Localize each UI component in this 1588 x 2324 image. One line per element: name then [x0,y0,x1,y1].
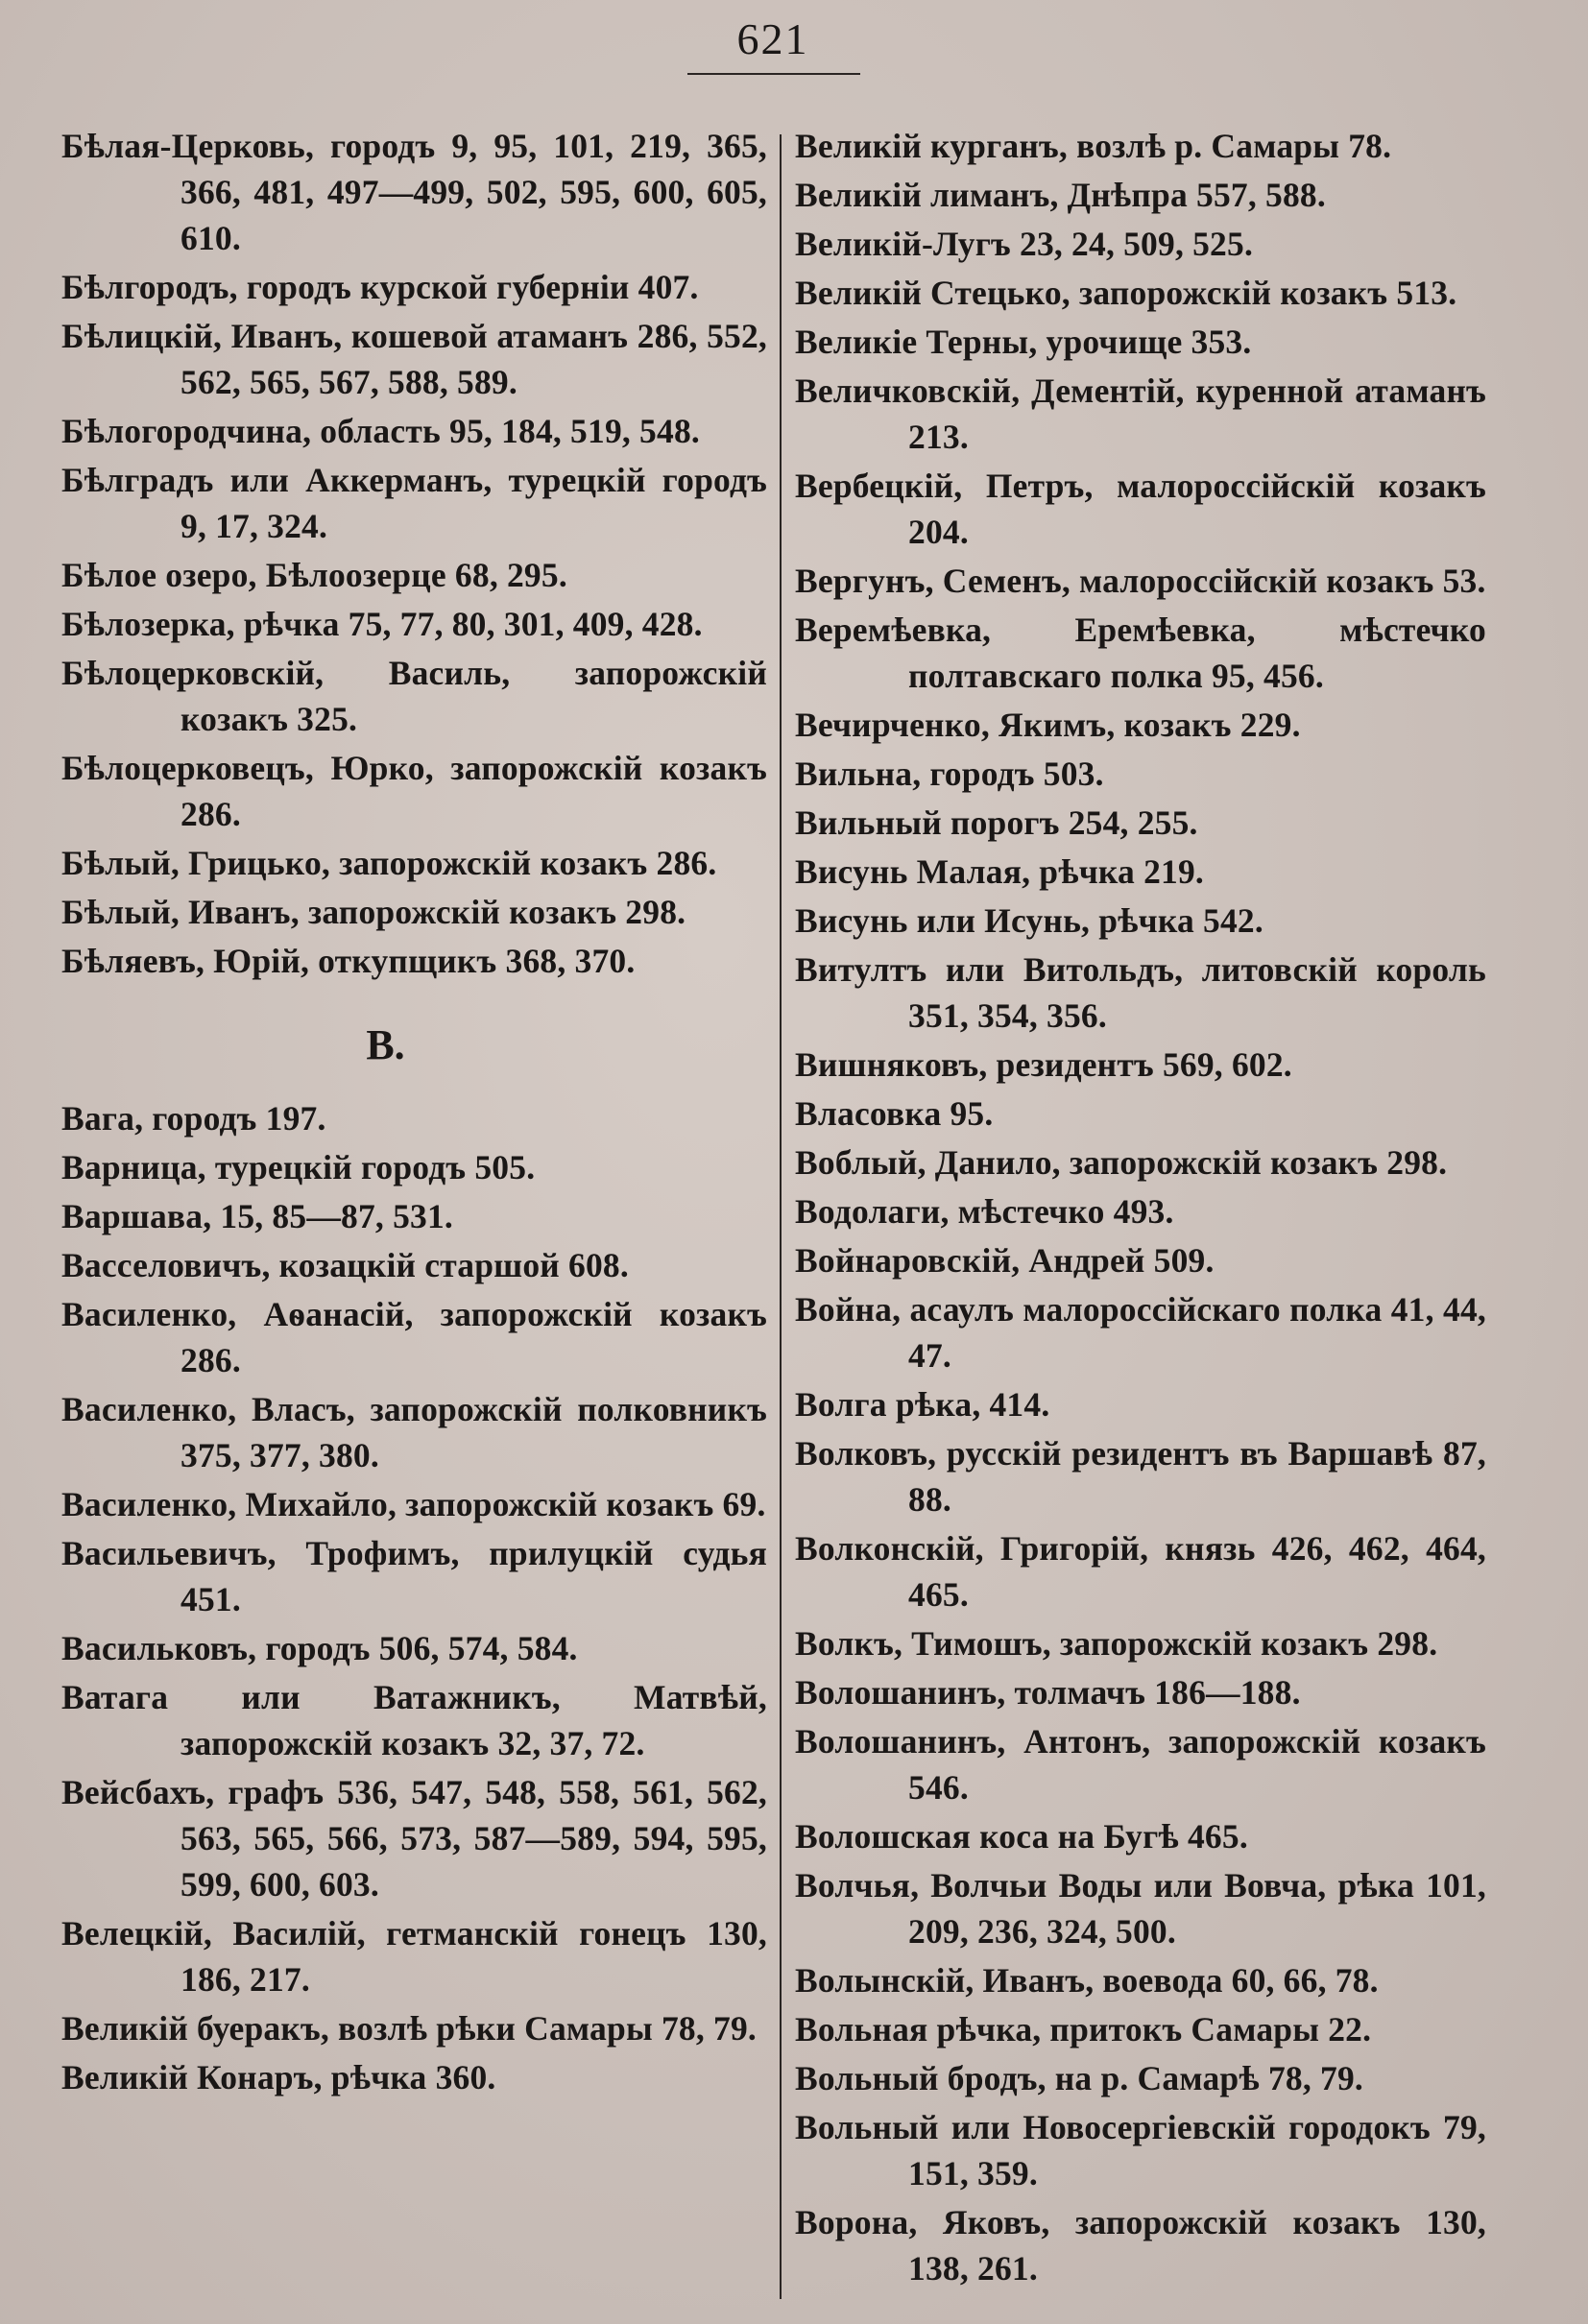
index-entry: Бѣлозерка, рѣчка 75, 77, 80, 301, 409, 428. [61,605,703,643]
index-entry: Бѣлгородъ, городъ курской губерніи 407. [61,268,699,306]
index-entry: Вольный бродъ, на р. Самарѣ 78, 79. [795,2059,1363,2097]
index-entry: Вейсбахъ, графъ 536, 547, 548, 558, 561, 562, 563, 565, 566, 573, 587—589, 594, 595, 599, 600, 603. [61,1773,767,1904]
index-entry: Висунь или Исунь, рѣчка 542. [795,901,1263,940]
index-entry: Волга рѣка, 414. [795,1385,1050,1424]
index-entry: Василенко, Михайло, запорожскій козакъ 69. [61,1485,766,1523]
index-entry: Варшава, 15, 85—87, 531. [61,1197,453,1235]
index-entry: Ватага или Ватажникъ, Матвѣй, запорожскій козакъ 32, 37, 72. [61,1678,767,1762]
column-divider [780,134,782,2299]
index-entry: Бѣлградъ или Аккерманъ, турецкій городъ 9, 17, 324. [61,461,767,545]
index-entry: Вильна, городъ 503. [795,755,1104,793]
index-entry: Висунь Малая, рѣчка 219. [795,852,1204,891]
index-entry: Великій буеракъ, возлѣ рѣки Самары 78, 79. [61,2009,757,2048]
index-entry: Бѣлый, Грицько, запорожскій козакъ 286. [61,844,717,882]
index-entry: Волковъ, русскій резидентъ въ Варшавѣ 87, 88. [795,1434,1486,1519]
index-entry: Бѣлое озеро, Бѣлоозерце 68, 295. [61,556,567,594]
left-column [61,123,767,2103]
index-entry: Витултъ или Витольдъ, литовскій король 351, 354, 356. [795,950,1486,1035]
index-entry: Великій-Лугъ 23, 24, 509, 525. [795,225,1254,263]
index-entry: Велецкій, Василій, гетманскій гонецъ 130, 186, 217. [61,1914,767,1999]
index-entry: Бѣлоцерковскій, Василь, запорожскій козакъ 325. [61,654,767,738]
index-entry: Веремѣевка, Еремѣевка, мѣстечко полтавскаго полка 95, 456. [795,611,1486,695]
index-entry: Бѣлый, Иванъ, запорожскій козакъ 298. [61,893,686,931]
right-column [795,123,1486,2294]
index-entry: Вергунъ, Семенъ, малороссійскій козакъ 53. [795,562,1486,600]
index-entry: Волошская коса на Бугѣ 465. [795,1817,1248,1856]
index-entry: Вишняковъ, резидентъ 569, 602. [795,1045,1292,1084]
index-entry: Воблый, Данило, запорожскій козакъ 298. [795,1143,1448,1182]
index-entry: Бѣлицкій, Иванъ, кошевой атаманъ 286, 552, 562, 565, 567, 588, 589. [61,317,767,401]
index-entry: Василенко, Власъ, запорожскій полковникъ 375, 377, 380. [61,1390,767,1474]
index-entry: Вечирченко, Якимъ, козакъ 229. [795,706,1301,744]
index-entry: Великій Конаръ, рѣчка 360. [61,2058,496,2096]
index-entry: Величковскій, Дементій, куренной атаманъ 213. [795,371,1486,456]
index-entry: Бѣлая-Церковь, городъ 9, 95, 101, 219, 365, 366, 481, 497—499, 502, 595, 600, 605, 610. [61,127,767,257]
index-entry: Вольная рѣчка, притокъ Самары 22. [795,2010,1372,2048]
index-entry: Вага, городъ 197. [61,1099,326,1138]
index-entry: Васильевичъ, Трофимъ, прилуцкій судья 451. [61,1534,767,1618]
index-entry: Ворона, Яковъ, запорожскій козакъ 130, 138, 261. [795,2203,1486,2288]
index-entry: Вольный или Новосергіевскій городокъ 79, 151, 359. [795,2108,1486,2192]
index-entry: Волошанинъ, Антонъ, запорожскій козакъ 546. [795,1722,1486,1807]
index-entry: Варница, турецкій городъ 505. [61,1148,536,1186]
index-entry: Вербецкій, Петръ, малороссійскій козакъ 204. [795,467,1486,551]
index-entry: Великіе Терны, урочище 353. [795,323,1252,361]
index-entry: Волынскій, Иванъ, воевода 60, 66, 78. [795,1961,1379,2000]
index-entry: Васильковъ, городъ 506, 574, 584. [61,1629,578,1667]
index-entry: Власовка 95. [795,1094,994,1133]
index-entry: Волчья, Волчьи Воды или Вовча, рѣка 101, 209, 236, 324, 500. [795,1866,1486,1951]
index-entry: Бѣлогородчина, область 95, 184, 519, 548. [61,412,700,450]
index-entry: Войнаровскій, Андрей 509. [795,1241,1215,1280]
section-letter-heading: В. [366,1021,405,1068]
index-entry: Великій курганъ, возлѣ р. Самары 78. [795,127,1392,165]
index-entry: Великій Стецько, запорожскій козакъ 513. [795,274,1457,312]
index-entry: Волконскій, Григорій, князь 426, 462, 464, 465. [795,1529,1486,1614]
page-number: 621 [736,14,809,63]
index-entry: Вильный порогъ 254, 255. [795,803,1198,842]
index-entry: Васселовичъ, козацкій старшой 608. [61,1246,629,1284]
index-entry: Василенко, Аѳанасій, запорожскій козакъ 286. [61,1295,767,1379]
index-entry: Великій лиманъ, Днѣпра 557, 588. [795,176,1326,214]
index-entry: Война, асаулъ малороссійскаго полка 41, 44, 47. [795,1290,1486,1375]
index-entry: Бѣлоцерковецъ, Юрко, запорожскій козакъ 286. [61,749,767,833]
index-entry: Бѣляевъ, Юрій, откупщикъ 368, 370. [61,942,636,980]
index-entry: Волкъ, Тимошъ, запорожскій козакъ 298. [795,1624,1438,1663]
index-entry: Водолаги, мѣстечко 493. [795,1192,1174,1231]
index-entry: Волошанинъ, толмачъ 186—188. [795,1673,1301,1712]
page-number-rule [687,73,860,75]
